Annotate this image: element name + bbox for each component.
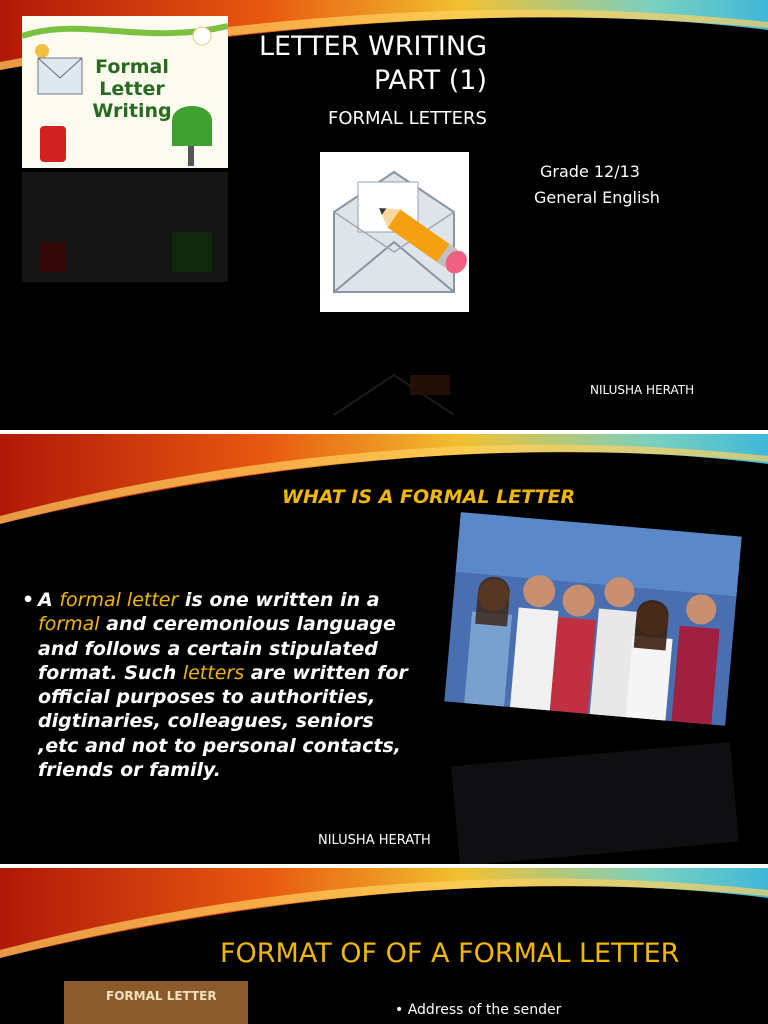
thumb-writing-word: Writing <box>92 100 172 122</box>
course-text: General English <box>534 188 660 207</box>
highlight-letters: letters <box>182 661 245 684</box>
body-text: is one written in a <box>178 589 380 611</box>
slide-3 <box>0 868 768 1024</box>
body-text: are written for official purposes to authorities, digtinaries, colleagues, seniors ,etc and not to personal contacts, friends or family. <box>38 661 408 782</box>
envelope-pencil-icon <box>320 152 469 312</box>
thumb-letter-word: Letter <box>99 78 165 100</box>
title-line-2: PART (1) <box>373 65 487 96</box>
highlight-formal-letter: formal letter <box>59 589 179 611</box>
envelope-reflection <box>320 315 469 425</box>
slide-2 <box>0 434 768 864</box>
sample-title: FORMAL LETTER <box>106 989 217 1003</box>
highlight-formal: formal <box>38 613 100 636</box>
body-text: and ceremonious language and follows a certain stipulated format. Such <box>38 613 396 684</box>
body-text: A <box>38 589 60 611</box>
formal-letter-writing-image <box>22 16 228 168</box>
author-name: NILUSHA HERATH <box>318 833 431 848</box>
author-name: NILUSHA HERATH <box>590 383 695 397</box>
grade-text: Grade 12/13 <box>540 162 640 181</box>
swoosh-decoration <box>0 434 768 524</box>
formal-letter-definition <box>22 588 418 782</box>
formal-letter-sample-image <box>64 981 248 1024</box>
slide-1-subtitle: FORMAL LETTERS <box>327 108 487 129</box>
bullet: • <box>22 589 35 611</box>
slide-1-title <box>259 30 487 98</box>
thumb-formal-word: Formal <box>95 56 169 78</box>
format-bullet: • Address of the sender <box>395 1002 562 1018</box>
title-line-1: LETTER WRITING <box>258 31 487 62</box>
students-photo-reflection <box>451 742 739 864</box>
slide-2-title: WHAT IS A FORMAL LETTER <box>282 486 576 508</box>
slide-3-title: FORMAT OF OF A FORMAL LETTER <box>220 938 680 969</box>
slide-1 <box>0 0 768 430</box>
formal-letter-image-reflection <box>22 172 228 282</box>
students-photo <box>444 512 741 726</box>
